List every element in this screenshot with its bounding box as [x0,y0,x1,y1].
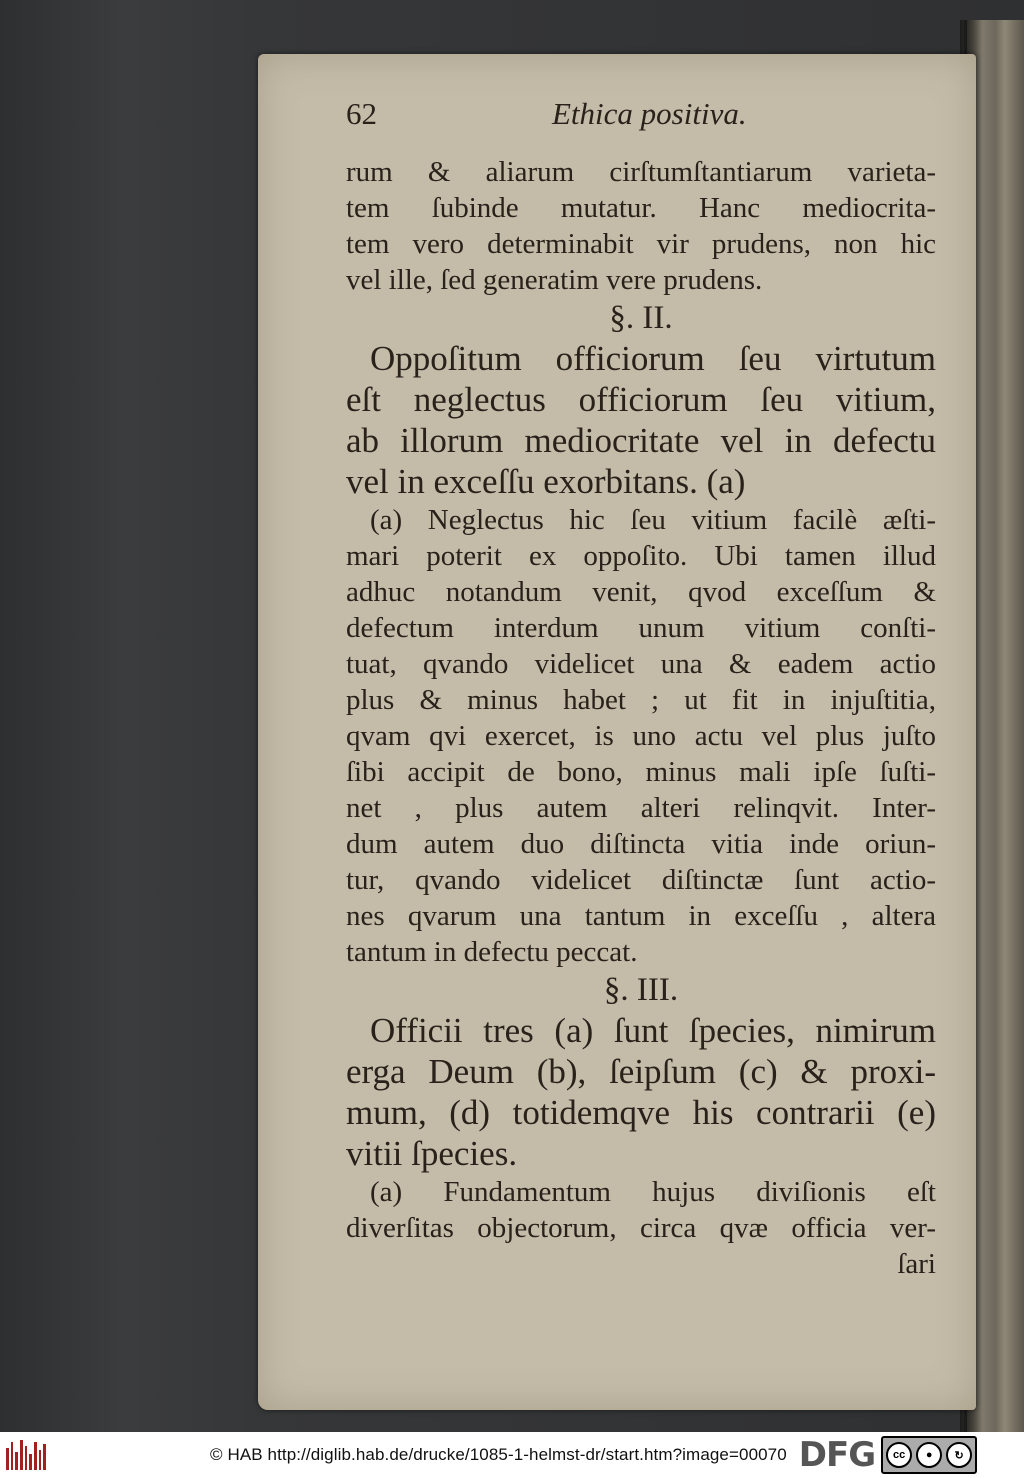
text-line: adhuc notandum venit, qvod exceſſum & [346,576,936,608]
text-line: tuat, qvando videlicet una & eadem actio [346,648,936,680]
text-line: Oppoſitum officiorum ſeu virtutum [370,339,936,378]
running-title: Ethica positiva. [552,96,747,131]
text-line: diverſitas objectorum, circa qvæ officia ver- [346,1212,936,1244]
text-line: nes qvarum una tantum in exceſſu , altera [346,900,936,932]
footer-bar [0,1432,1024,1478]
section-heading: §. III. [603,972,679,1008]
text-line: ſibi accipit de bono, minus mali ipſe ſuſti- [346,756,936,788]
text-line: plus & minus habet ; ut fit in injuſtitia, [346,684,936,716]
text-line: (a) Fundamentum hujus diviſionis eſt [370,1176,936,1208]
sa-icon: ↻ [946,1442,972,1468]
barcode-icon [6,1440,46,1470]
barcode-bar [25,1446,28,1470]
cc-license-icon: cc [886,1442,912,1468]
credit-link[interactable]: © HAB http://diglib.hab.de/drucke/1085-1-helmst-dr/start.htm?image=00070 [210,1445,787,1464]
barcode-bar [15,1452,18,1470]
text-line: Officii tres (a) ſunt ſpecies, nimirum [370,1011,936,1050]
text-line: vel ille, ſed generatim vere prudens. [346,264,763,296]
barcode-bar [34,1442,37,1470]
text-line: vitii ſpecies. [346,1134,518,1173]
page-number: 62 [346,96,377,131]
text-line: eſt neglectus officiorum ſeu vitium, [346,380,936,419]
text-line: tur, qvando videlicet diſtinctæ ſunt actio- [346,864,936,896]
text-line: erga Deum (b), ſeipſum (c) & proxi- [346,1052,936,1091]
text-line: tantum in defectu peccat. [346,936,638,968]
text-line: ab illorum mediocritate vel in defectu [346,421,936,460]
text-line: tem vero determinabit vir prudens, non hic [346,228,936,260]
barcode-bar [43,1444,46,1470]
text-line: vel in exceſſu exorbitans. (a) [346,462,746,501]
text-line: rum & aliarum cirſtumſtantiarum varieta- [346,156,936,188]
text-line: tem ſubinde mutatur. Hanc mediocrita- [346,192,936,224]
text-line: net , plus autem alteri relinqvit. Inter- [346,792,936,824]
page-text [346,96,936,1282]
text-lines [346,154,936,1282]
section-heading: §. II. [609,300,673,336]
barcode-bar [29,1454,32,1470]
text-line: dum autem duo diſtincta vitia inde oriun- [346,828,936,860]
text-line: mum, (d) totidemqve his contrarii (e) [346,1093,936,1132]
barcode-bar [39,1450,42,1470]
text-line: qvam qvi exercet, is uno actu vel plus juſto [346,720,936,752]
barcode-bar [20,1440,23,1470]
text-line: (a) Neglectus hic ſeu vitium facilè æſti- [370,504,936,536]
dfg-logo: DFG [798,1435,876,1475]
book-page [258,54,976,1410]
text-line: mari poterit ex oppoſito. Ubi tamen illud [346,540,936,572]
by-icon: ● [916,1442,942,1468]
text-line: ſari [897,1248,936,1280]
barcode-bar [6,1448,9,1470]
text-line: defectum interdum unum vitium conſti- [346,612,936,644]
cc-license-badge[interactable] [881,1436,977,1474]
barcode-bar [11,1442,14,1470]
page-header [346,96,936,154]
